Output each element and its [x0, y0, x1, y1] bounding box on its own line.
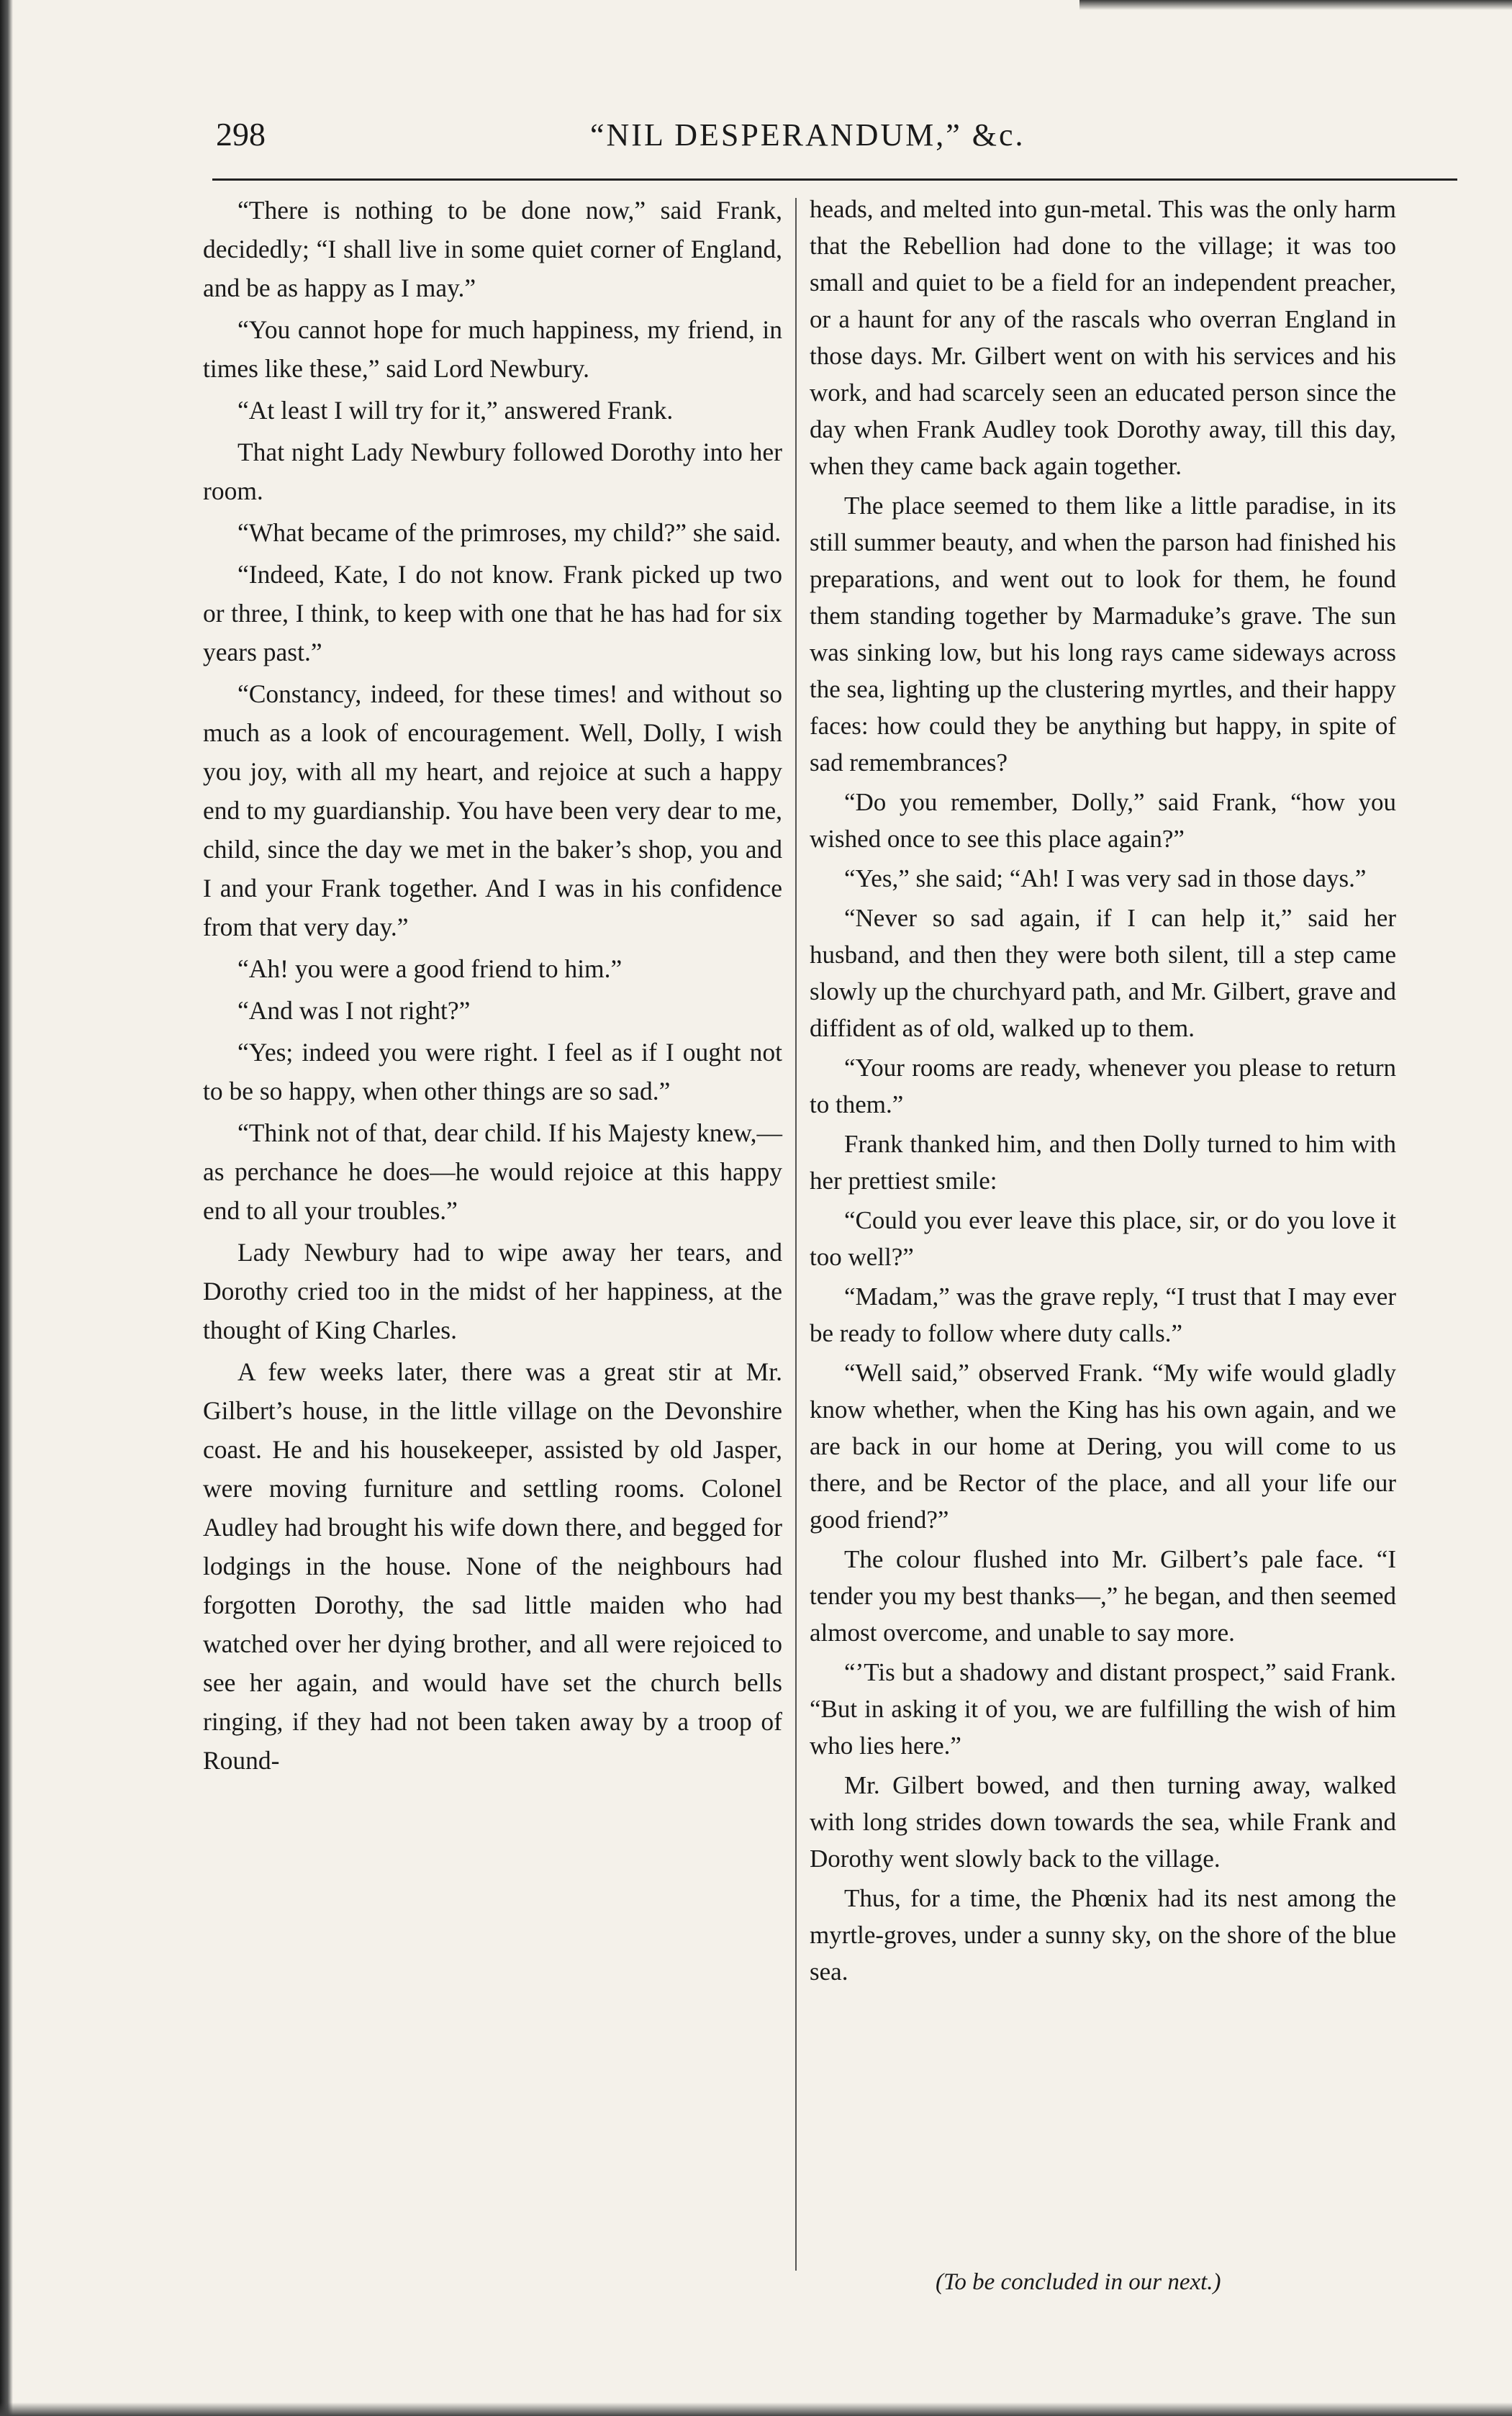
paragraph: The colour flushed into Mr. Gilbert’s pale face. “I tender you my best thanks—,” he began, and then seemed almost overcome, and unable to say more. [810, 1545, 1396, 1647]
running-head: “NIL DESPERANDUM,” &c. [590, 117, 1026, 153]
paragraph-continuation: heads, and melted into gun-metal. This was the only harm that the Rebellion had done to the village; it was too small and quiet to be a field for an independent preacher, or a haunt for any of the rascals who overran England in those days. Mr. Gilbert went on with his services and his work, and had scarcely seen an educated person since the day when Frank Audley took Dorothy away, till this day, when they came back again together. [810, 195, 1396, 480]
paragraph: “Think not of that, dear child. If his Majesty knew,—as perchance he does—he would rejoice at this happy end to all your troubles.” [203, 1118, 782, 1225]
paragraph: “Ah! you were a good friend to him.” [237, 954, 623, 983]
paragraph: “Yes; indeed you were right. I feel as if I ought not to be so happy, when other things are so sad.” [203, 1038, 782, 1105]
paragraph: “Constancy, indeed, for these times! and without so much as a look of encouragement. Well, Dolly, I wish you joy, with all my heart, and rejoice at such a happy end to my guardianship. You have been very dear to me, child, since the day we met in the baker’s shop, you and I and your Frank together. And I was in his confidence from that very day.” [203, 679, 782, 941]
paragraph: “What became of the primroses, my child?” she said. [237, 518, 782, 547]
paragraph: Mr. Gilbert bowed, and then turning away, walked with long strides down towards the sea, while Frank and Dorothy went slowly back to the village. [810, 1771, 1396, 1873]
column-rule [795, 198, 797, 2271]
page-edge-shadow [0, 0, 13, 2416]
page-edge-shadow-top [1079, 0, 1512, 10]
paragraph: “Never so sad again, if I can help it,” said her husband, and then they were both silent, till a step came slowly up the churchyard path, and Mr. Gilbert, grave and diffident as of old, walked up to them. [810, 904, 1396, 1042]
paragraph: “Madam,” was the grave reply, “I trust that I may ever be ready to follow where duty calls.” [810, 1282, 1396, 1347]
paragraph: “’Tis but a shadowy and distant prospect,” said Frank. “But in asking it of you, we are fulfilling the wish of him who lies here.” [810, 1658, 1396, 1760]
paragraph: “You cannot hope for much happiness, my friend, in times like these,” said Lord Newbury. [203, 315, 782, 383]
page-header [216, 115, 1454, 166]
paragraph: That night Lady Newbury followed Dorothy into her room. [203, 438, 782, 505]
paragraph: “At least I will try for it,” answered Frank. [237, 396, 674, 425]
paragraph: The place seemed to them like a little paradise, in its still summer beauty, and when the parson had finished his preparations, and went out to look for them, he found them standing together by Marmaduke’s grave. The sun was sinking low, but his long rays came sideways across the sea, lighting up the clustering myrtles, and their happy faces: how could they be anything but happy, in spite of sad remembrances? [810, 492, 1396, 777]
paragraph: “There is nothing to be done now,” said Frank, decidedly; “I shall live in some quiet corner of England, and be as happy as I may.” [203, 196, 782, 302]
left-column [203, 191, 782, 1780]
paragraph: “Yes,” she said; “Ah! I was very sad in those days.” [844, 864, 1367, 892]
paragraph: “And was I not right?” [237, 996, 471, 1025]
paragraph: “Could you ever leave this place, sir, or do you love it too well?” [810, 1206, 1396, 1271]
continuation-note: (To be concluded in our next.) [936, 2269, 1221, 2295]
paragraph: “Your rooms are ready, whenever you please to return to them.” [810, 1054, 1396, 1118]
page-edge-shadow-bottom [0, 2402, 1512, 2416]
page-number: 298 [216, 116, 266, 153]
header-rule [212, 178, 1457, 181]
paragraph: Thus, for a time, the Phœnix had its nest among the myrtle-groves, under a sunny sky, on the shore of the blue sea. [810, 1884, 1396, 1986]
paragraph: Lady Newbury had to wipe away her tears, and Dorothy cried too in the midst of her happiness, at the thought of King Charles. [203, 1238, 782, 1344]
paragraph: Frank thanked him, and then Dolly turned to him with her prettiest smile: [810, 1130, 1396, 1195]
paragraph: “Do you remember, Dolly,” said Frank, “how you wished once to see this place again?” [810, 788, 1396, 853]
paragraph: “Well said,” observed Frank. “My wife would gladly know whether, when the King has his own again, and we are back in our home at Dering, you will come to us there, and be Rector of the place, and all your life our good friend?” [810, 1359, 1396, 1534]
paragraph: A few weeks later, there was a great stir at Mr. Gilbert’s house, in the little village on the Devonshire coast. He and his housekeeper, assisted by old Jasper, were moving furniture and settling rooms. Colonel Audley had brought his wife down there, and begged for lodgings in the house. None of the neighbours had forgotten Dorothy, the sad little maiden who had watched over her dying brother, and all were rejoiced to see her again, and would have set the church bells ringing, if they had not been taken away by a troop of Round- [203, 1357, 782, 1775]
right-column [810, 191, 1396, 1990]
paragraph: “Indeed, Kate, I do not know. Frank picked up two or three, I think, to keep with one that he has had for six years past.” [203, 560, 782, 666]
